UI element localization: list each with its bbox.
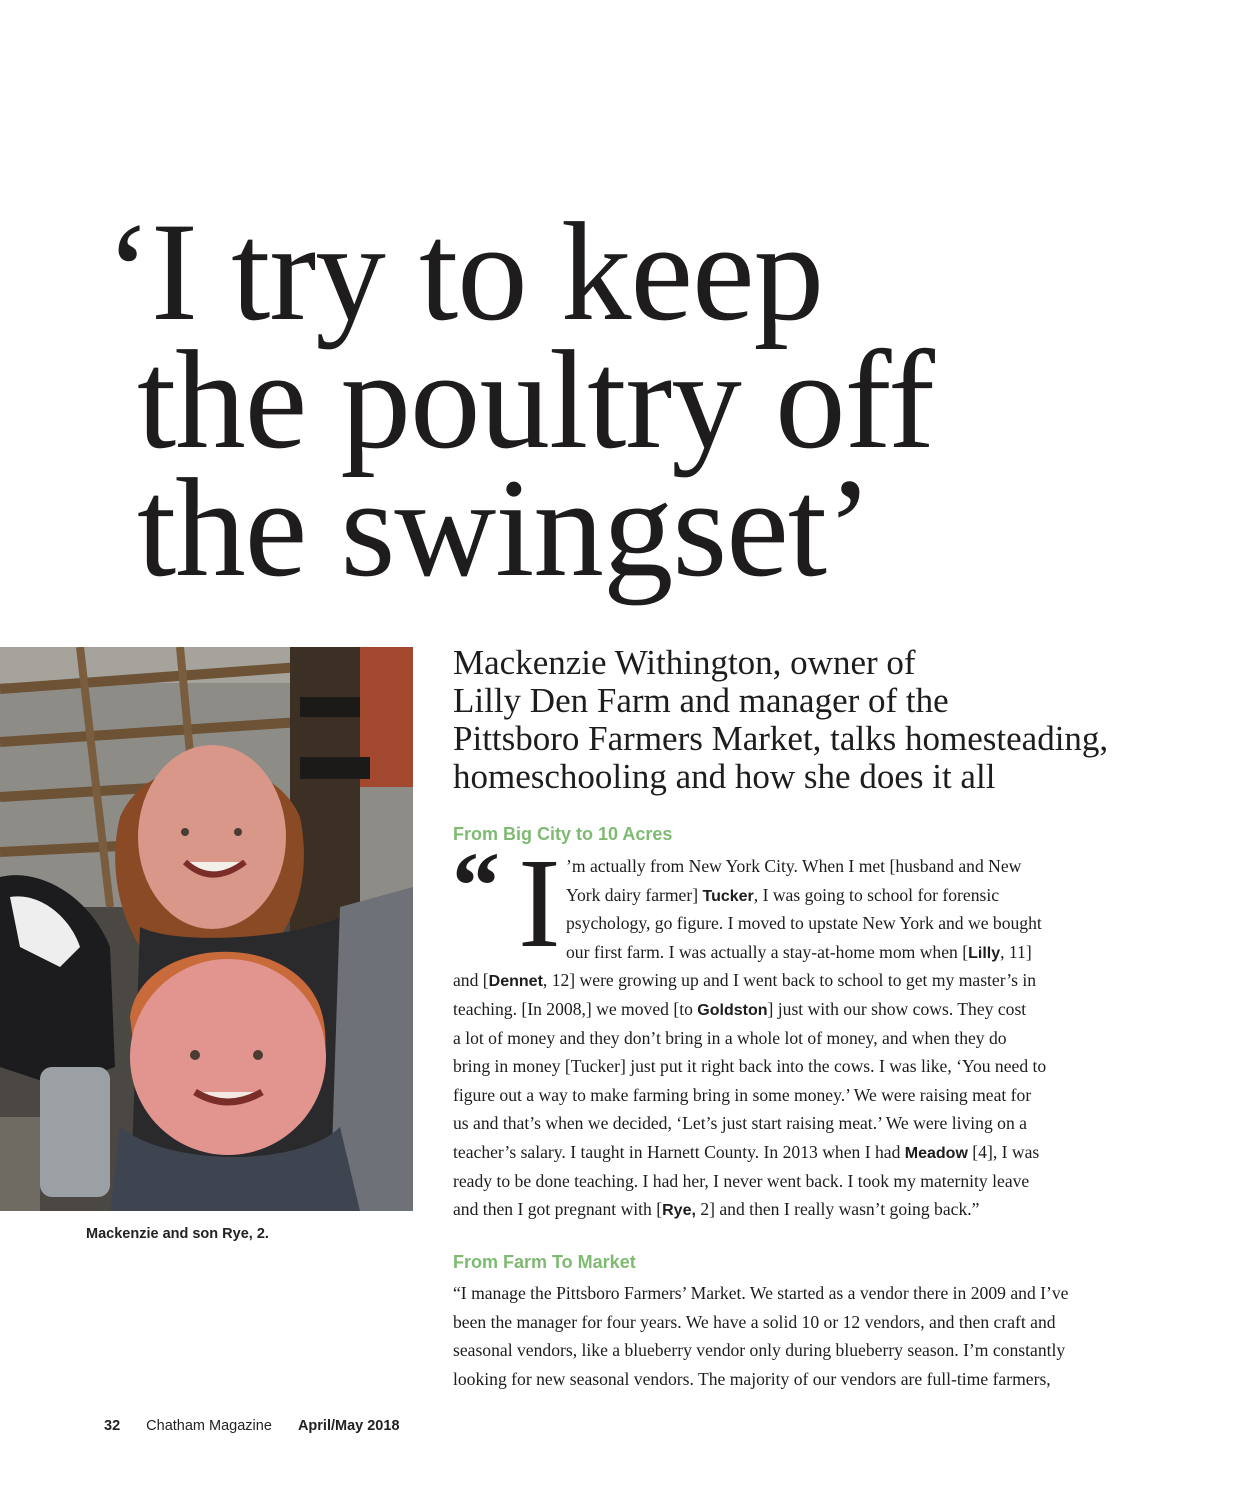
body-line: bring in money [Tucker] just put it right back into the cows. I was like, ‘You need to — [453, 1056, 1047, 1077]
body-line: us and that’s when we decided, ‘Let’s just start raising meat.’ We were living on a — [453, 1113, 1027, 1134]
section2-body — [453, 1279, 1143, 1393]
body-line: and then I got pregnant with [Rye, 2] and then I really wasn’t going back.” — [453, 1199, 980, 1220]
page-footer — [104, 1418, 400, 1434]
photo-mackenzie-and-rye — [0, 647, 413, 1211]
deck-line: Lilly Den Farm and manager of the — [453, 681, 949, 720]
deck-line: homeschooling and how she does it all — [453, 757, 996, 796]
deck-line: Mackenzie Withington, owner of — [453, 643, 916, 682]
issue-date: April/May 2018 — [297, 1418, 400, 1434]
page-number: 32 — [104, 1418, 121, 1434]
body-line: figure out a way to make farming bring in some money.’ We were raising meat for — [453, 1084, 1032, 1105]
deck-line: Pittsboro Farmers Market, talks homesteading, — [453, 719, 1109, 758]
headline-line: ‘I try to keep — [105, 194, 824, 350]
body-line: teaching. [In 2008,] we moved [to Goldston] just with our show cows. They cost — [453, 998, 1027, 1019]
body-line: looking for new seasonal vendors. The majority of our vendors are full-time farmers, — [453, 1368, 1051, 1389]
drop-cap: I — [518, 832, 561, 974]
body-line: “I manage the Pittsboro Farmers’ Market. We started as a vendor there in 2009 and I’ve — [453, 1283, 1069, 1303]
body-line: ready to be done teaching. I had her, I never went back. I took my maternity leave — [453, 1170, 1030, 1191]
headline-line: the poultry off — [137, 322, 934, 478]
photo-caption: Mackenzie and son Rye, 2. — [86, 1226, 269, 1242]
opening-quote-mark: “ — [452, 832, 500, 939]
headline — [105, 194, 1205, 606]
body-line: and [Dennet, 12] were growing up and I went back to school to get my master’s in — [453, 970, 1037, 991]
section-heading: From Farm To Market — [453, 1252, 636, 1272]
deck-subtitle — [453, 644, 1213, 796]
section1-body — [453, 852, 1143, 1224]
body-line: teacher’s salary. I taught in Harnett County. In 2013 when I had Meadow [4], I was — [453, 1141, 1040, 1162]
body-line: ’m actually from New York City. When I met [husband and New — [566, 856, 1022, 876]
body-line: York dairy farmer] Tucker, I was going to school for forensic — [566, 884, 1000, 905]
body-line: been the manager for four years. We have a solid 10 or 12 vendors, and then craft and — [453, 1311, 1056, 1332]
magazine-name: Chatham Magazine — [146, 1418, 272, 1434]
body-line: seasonal vendors, like a blueberry vendor only during blueberry season. I’m constantly — [453, 1340, 1066, 1361]
body-line: psychology, go figure. I moved to upstate New York and we bought — [566, 913, 1042, 934]
section-heading: From Big City to 10 Acres — [453, 824, 673, 844]
body-line: our first farm. I was actually a stay-at-home mom when [Lilly, 11] — [566, 941, 1032, 962]
body-line: a lot of money and they don’t bring in a whole lot of money, and when they do — [453, 1027, 1007, 1048]
headline-line: the swingset’ — [137, 450, 872, 606]
